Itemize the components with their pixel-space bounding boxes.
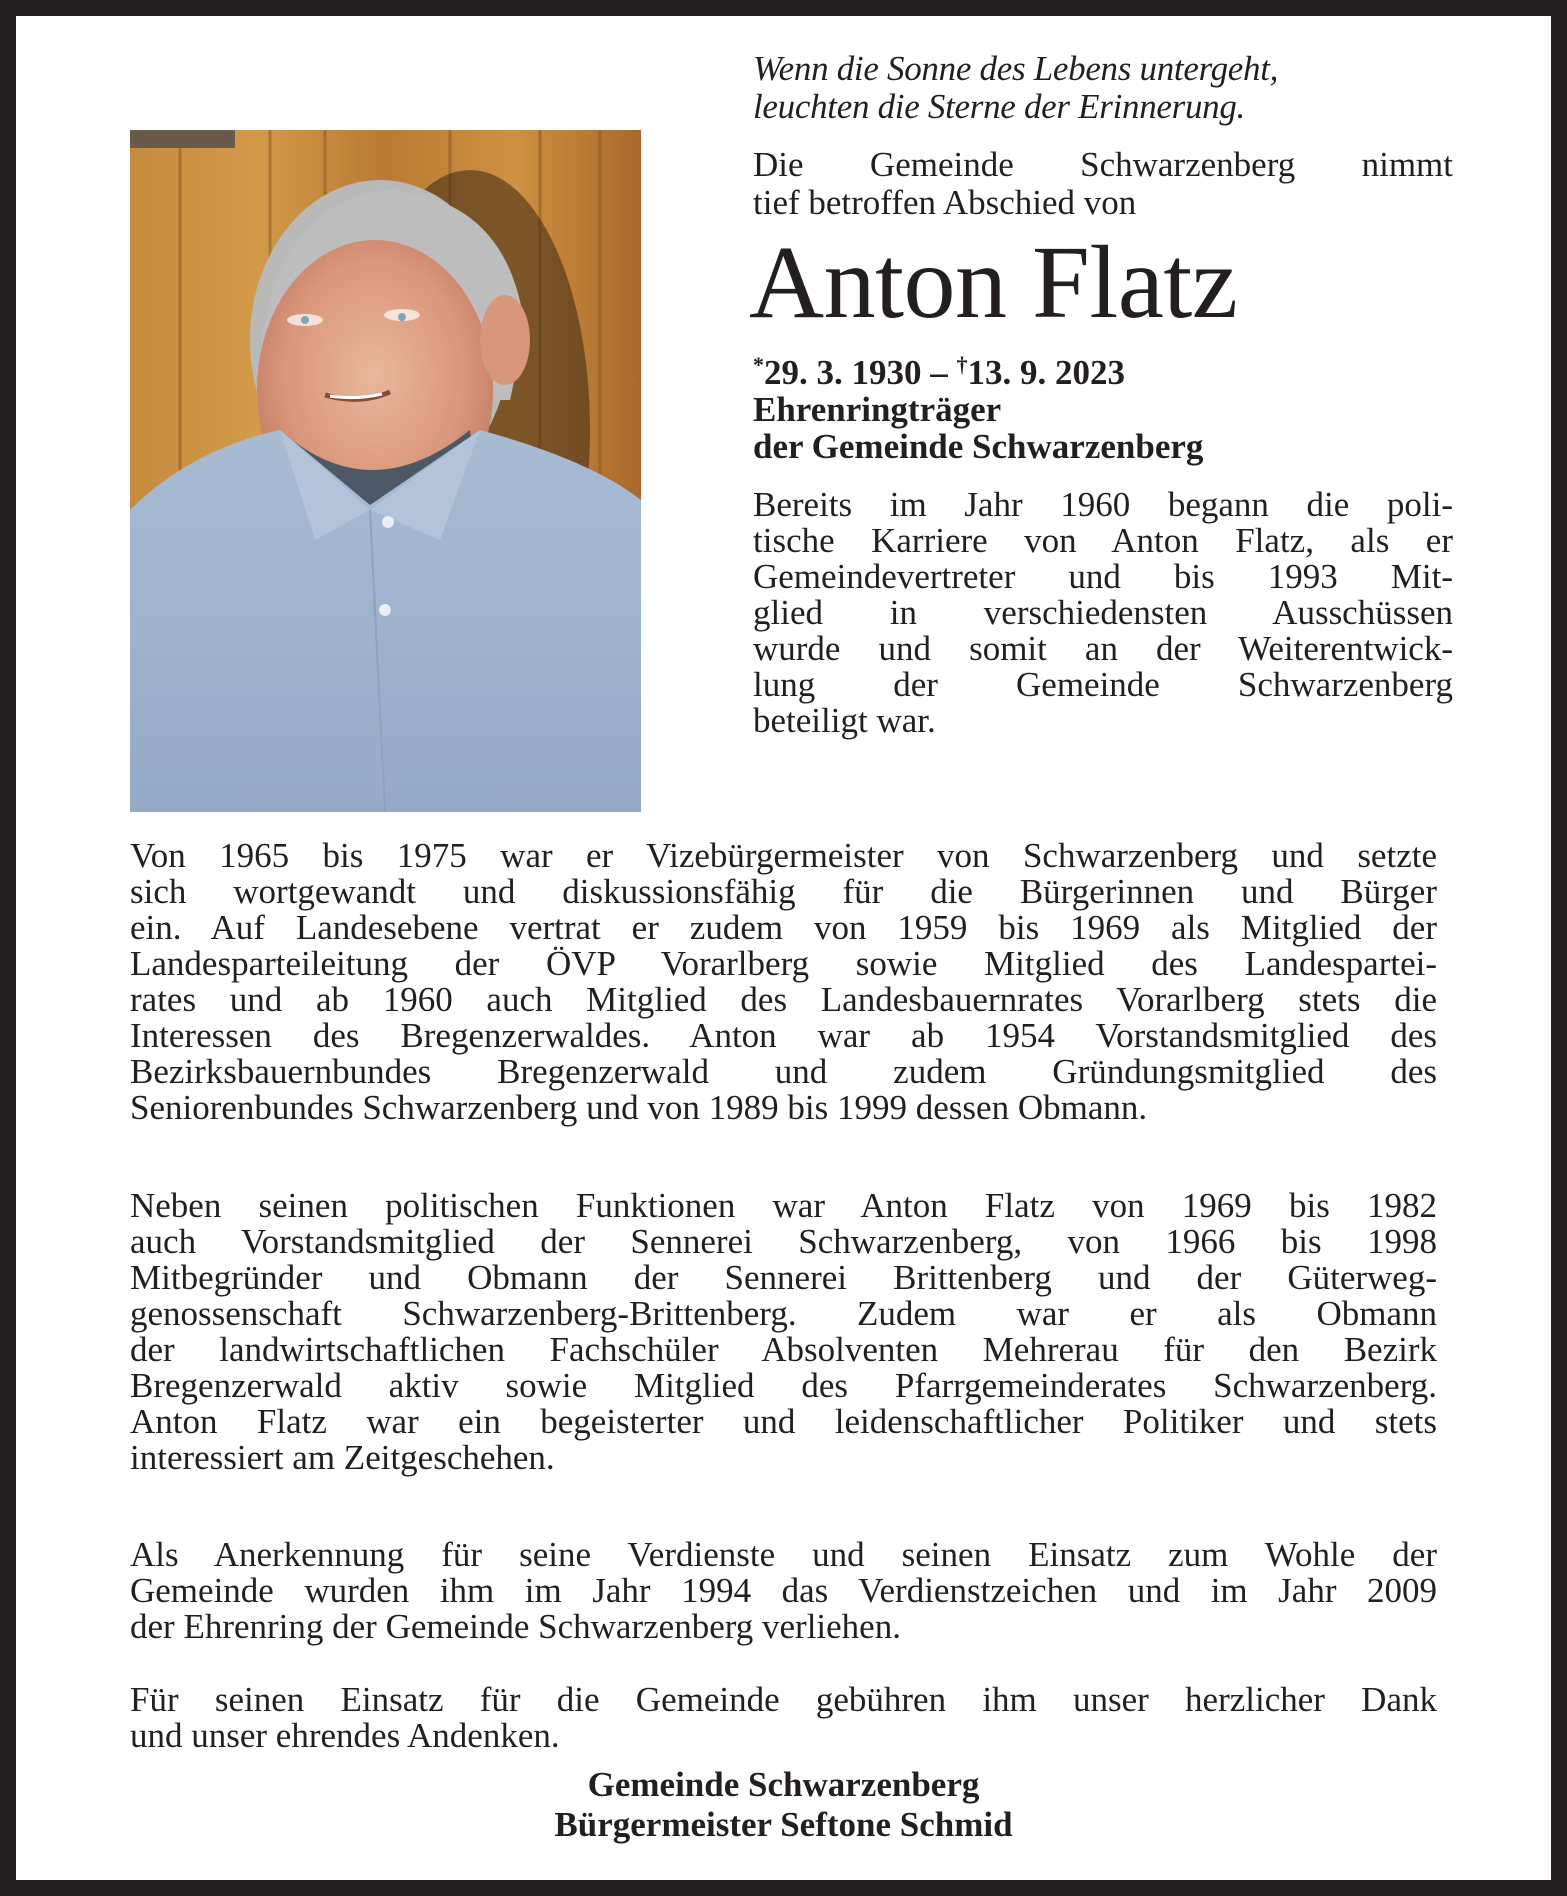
text-line: Seniorenbundes Schwarzenberg und von 1989 bis 1999 dessen Obmann.: [130, 1088, 1148, 1127]
text-line: der Ehrenring der Gemeinde Schwarzenberg verliehen.: [130, 1607, 901, 1646]
text-line: genossenschaft Schwarzenberg-Brittenberg. Zudem war er als Obmann: [130, 1294, 1437, 1333]
paragraph-thanks: [130, 1682, 1437, 1754]
text-line: tische Karriere von Anton Flatz, als er: [753, 521, 1453, 560]
text-line: Anton Flatz war ein begeisterter und leidenschaftlicher Politiker und stets: [130, 1402, 1437, 1441]
text-line: und unser ehrendes Andenken.: [130, 1716, 560, 1755]
text-line: sich wortgewandt und diskussionsfähig für die Bürgerinnen und Bürger: [130, 872, 1437, 911]
intro-line: tief betroffen Abschied von: [753, 183, 1137, 222]
text-line: Bereits im Jahr 1960 begann die poli-: [753, 485, 1453, 524]
text-line: rates und ab 1960 auch Mitglied des Landesbauernrates Vorarlberg stets die: [130, 980, 1437, 1019]
date-separator: –: [921, 353, 957, 392]
text-line: auch Vorstandsmitglied der Sennerei Schwarzenberg, von 1966 bis 1998: [130, 1222, 1437, 1261]
portrait-photo: [130, 130, 641, 812]
text-line: der landwirtschaftlichen Fachschüler Absolventen Mehrerau für den Bezirk: [130, 1330, 1437, 1369]
intro-line: Die Gemeinde Schwarzenberg nimmt: [753, 145, 1453, 184]
obituary-page: [16, 16, 1551, 1880]
text-line: lung der Gemeinde Schwarzenberg: [753, 665, 1453, 704]
text-line: Bezirksbauernbundes Bregenzerwald und zudem Gründungsmitglied des: [130, 1052, 1437, 1091]
header-column: [749, 49, 1453, 740]
text-line: Gemeinde wurden ihm im Jahr 1994 das Verdienstzeichen und im Jahr 2009: [130, 1571, 1437, 1610]
text-line: Mitbegründer und Obmann der Sennerei Brittenberg und der Güterweg-: [130, 1258, 1437, 1297]
text-line: Von 1965 bis 1975 war er Vizebürgermeister von Schwarzenberg und setzte: [130, 836, 1437, 875]
death-cross-icon: †: [956, 352, 968, 377]
text-line: Interessen des Bregenzerwaldes. Anton war ab 1954 Vorstandsmitglied des: [130, 1016, 1437, 1055]
signature-mayor: Bürgermeister Seftone Schmid: [554, 1805, 1013, 1844]
birth-date: 29. 3. 1930: [764, 353, 922, 392]
text-line: Für seinen Einsatz für die Gemeinde gebühren ihm unser herzlicher Dank: [130, 1680, 1437, 1719]
text-line: beteiligt war.: [753, 701, 936, 740]
motto-line: Wenn die Sonne des Lebens untergeht,: [753, 49, 1279, 88]
portrait-image-icon: [130, 130, 641, 812]
signature-organization: Gemeinde Schwarzenberg: [587, 1765, 980, 1804]
text-line: glied in verschiedensten Ausschüssen: [753, 593, 1453, 632]
text-line: Bregenzerwald aktiv sowie Mitglied des Pfarrgemeinderates Schwarzenberg.: [130, 1366, 1437, 1405]
text-line: interessiert am Zeitgeschehen.: [130, 1438, 555, 1477]
signature-block: [130, 1765, 1437, 1845]
birth-star-icon: *: [753, 352, 764, 377]
paragraph-career: [130, 838, 1437, 1126]
text-line: Als Anerkennung für seine Verdienste und seinen Einsatz zum Wohle der: [130, 1535, 1437, 1574]
honor-title: Ehrenringträger: [753, 390, 1002, 429]
paragraph-awards: [130, 1537, 1437, 1645]
paragraph-functions: [130, 1188, 1437, 1476]
text-line: Gemeindevertreter und bis 1993 Mit-: [753, 557, 1453, 596]
text-line: Landesparteileitung der ÖVP Vorarlberg sowie Mitglied des Landespartei-: [130, 944, 1437, 983]
motto-line: leuchten die Sterne der Erinnerung.: [753, 87, 1246, 126]
intro-text: [753, 146, 1453, 222]
deceased-name: Anton Flatz: [749, 225, 1238, 340]
motto-quote: [753, 50, 1453, 126]
death-date: 13. 9. 2023: [967, 353, 1125, 392]
life-dates: [753, 354, 1453, 391]
text-line: Neben seinen politischen Funktionen war Anton Flatz von 1969 bis 1982: [130, 1186, 1437, 1225]
honor-subtitle: der Gemeinde Schwarzenberg: [753, 427, 1204, 466]
text-line: ein. Auf Landesebene vertrat er zudem von 1959 bis 1969 als Mitglied der: [130, 908, 1437, 947]
text-line: wurde und somit an der Weiterentwick-: [753, 629, 1453, 668]
bio-intro-paragraph: [753, 487, 1453, 739]
